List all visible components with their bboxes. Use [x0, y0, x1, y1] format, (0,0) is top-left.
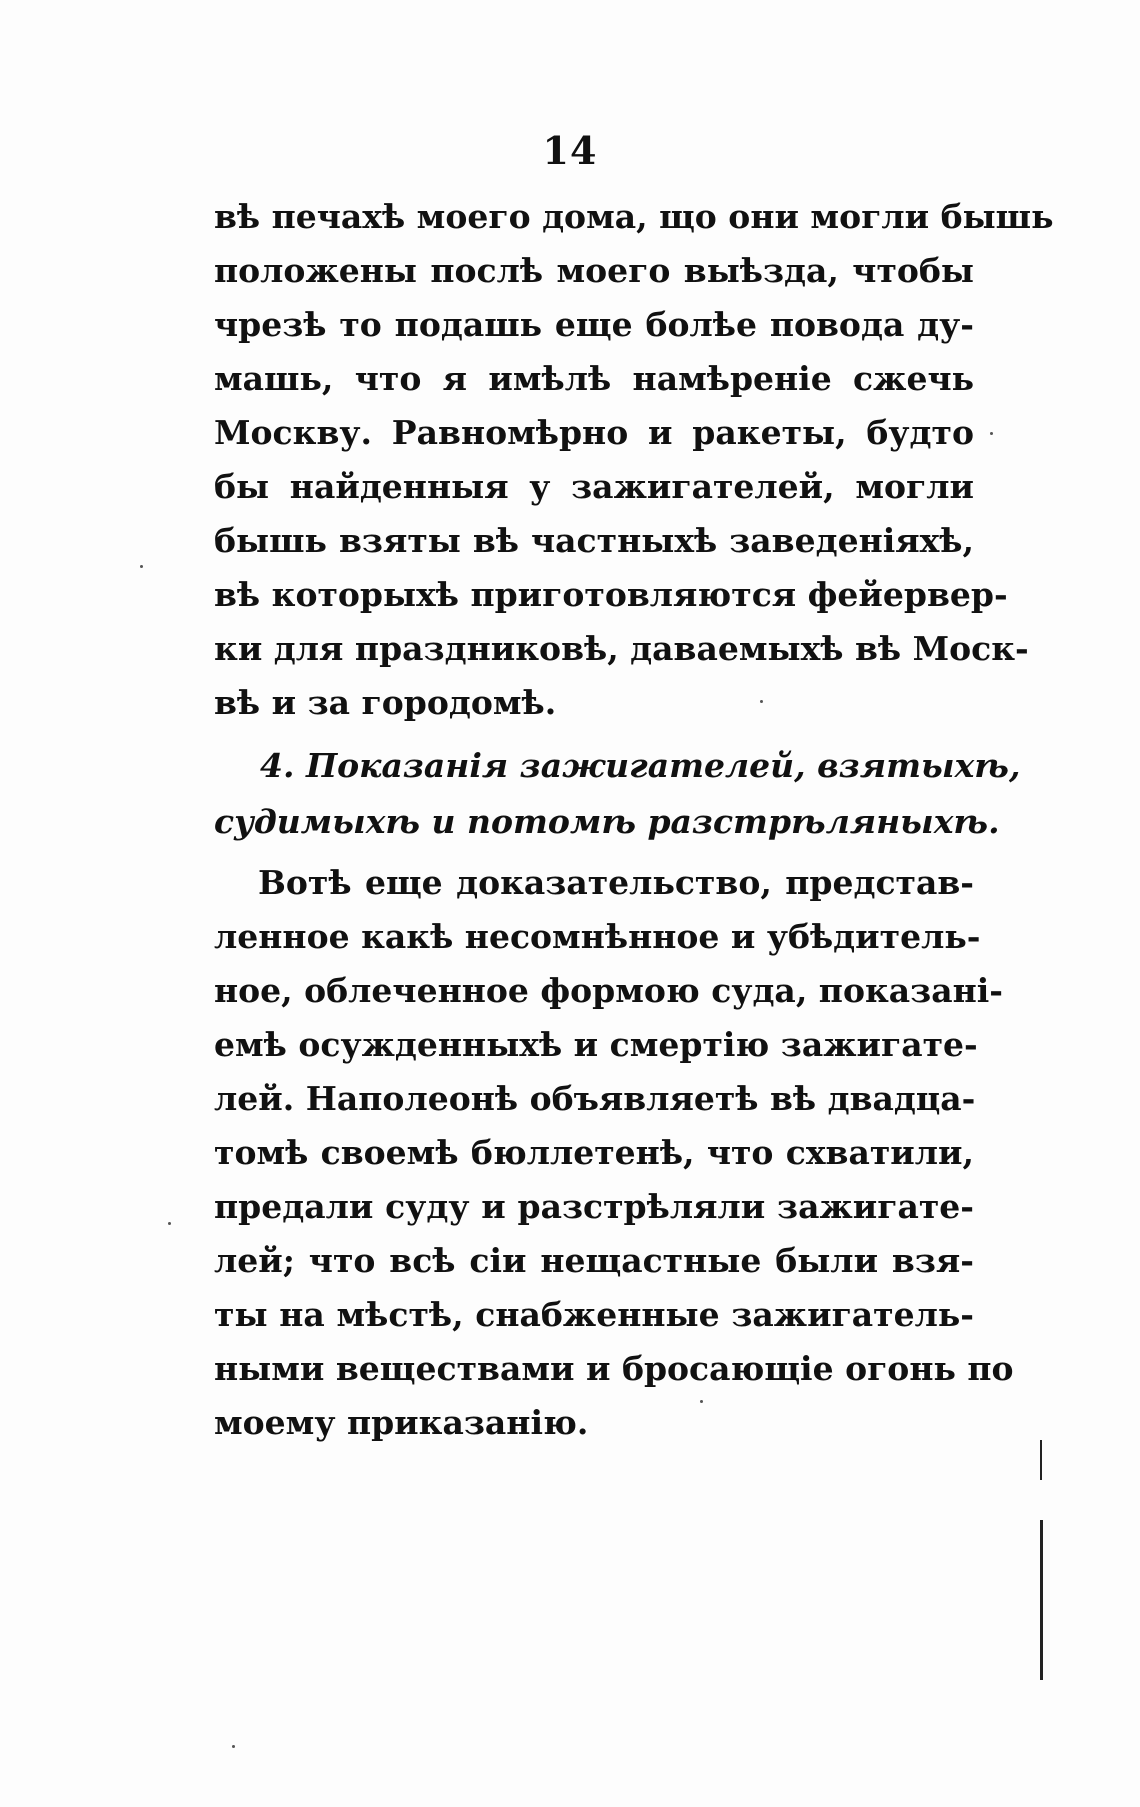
- scan-edge-mark: [1040, 1520, 1043, 1680]
- scan-edge-mark: [1040, 1440, 1042, 1480]
- text-line: ленное какѣ несомнѣнное и убѣдитель-: [214, 917, 981, 956]
- text-line: положены послѣ моего выѣзда, чтобы: [214, 251, 974, 290]
- text-line: бышь взяты вѣ частныхѣ заведеніяхѣ,: [214, 521, 974, 560]
- text-line: машь, что я имѣлѣ намѣреніе сжечь: [214, 359, 974, 398]
- text-line: моему приказанію.: [214, 1403, 589, 1442]
- section-heading: [214, 738, 1021, 850]
- heading-line: 4. Показанія зажигателей, взятыхѣ,: [260, 746, 1021, 785]
- text-line: ки для праздниковѣ, даваемыхѣ вѣ Моск-: [214, 629, 1029, 668]
- text-line: вѣ печахѣ моего дома, що они могли бышь: [214, 197, 1054, 236]
- paragraph-1: [214, 190, 1054, 730]
- scan-speck: [168, 1222, 171, 1225]
- text-line: лей; что всѣ сіи нещастные были взя-: [214, 1241, 974, 1280]
- text-line: ными веществами и бросающіе огонь по: [214, 1349, 1014, 1388]
- scan-speck: [760, 700, 763, 703]
- scan-speck: [140, 565, 143, 568]
- text-line: предали суду и разстрѣляли зажигате-: [214, 1187, 974, 1226]
- text-line: ное, облеченное формою суда, показані-: [214, 971, 1004, 1010]
- text-line: томѣ своемѣ бюллетенѣ, что схватили,: [214, 1133, 974, 1172]
- text-line: емѣ осужденныхѣ и смертію зажигате-: [214, 1025, 978, 1064]
- text-line: бы найденныя у зажигателей, могли: [214, 467, 974, 506]
- scan-speck: [700, 1400, 703, 1403]
- page-number: 14: [542, 128, 598, 173]
- text-line: вѣ которыхѣ приготовляются фейервер-: [214, 575, 1008, 614]
- text-line: чрезѣ то подашь еще болѣе повода ду-: [214, 305, 974, 344]
- text-line: Москву. Равномѣрно и ракеты, будто: [214, 413, 974, 452]
- text-line: Вотѣ еще доказательство, представ-: [258, 863, 974, 902]
- text-line: вѣ и за городомѣ.: [214, 683, 557, 722]
- heading-line: судимыхѣ и потомѣ разстрѣляныхѣ.: [214, 802, 1000, 841]
- paragraph-2: [214, 856, 1014, 1450]
- text-line: ты на мѣстѣ, снабженные зажигатель-: [214, 1295, 974, 1334]
- scan-speck: [990, 432, 993, 435]
- text-line: лей. Наполеонѣ объявляетѣ вѣ двадца-: [214, 1079, 976, 1118]
- scan-speck: [232, 1745, 235, 1748]
